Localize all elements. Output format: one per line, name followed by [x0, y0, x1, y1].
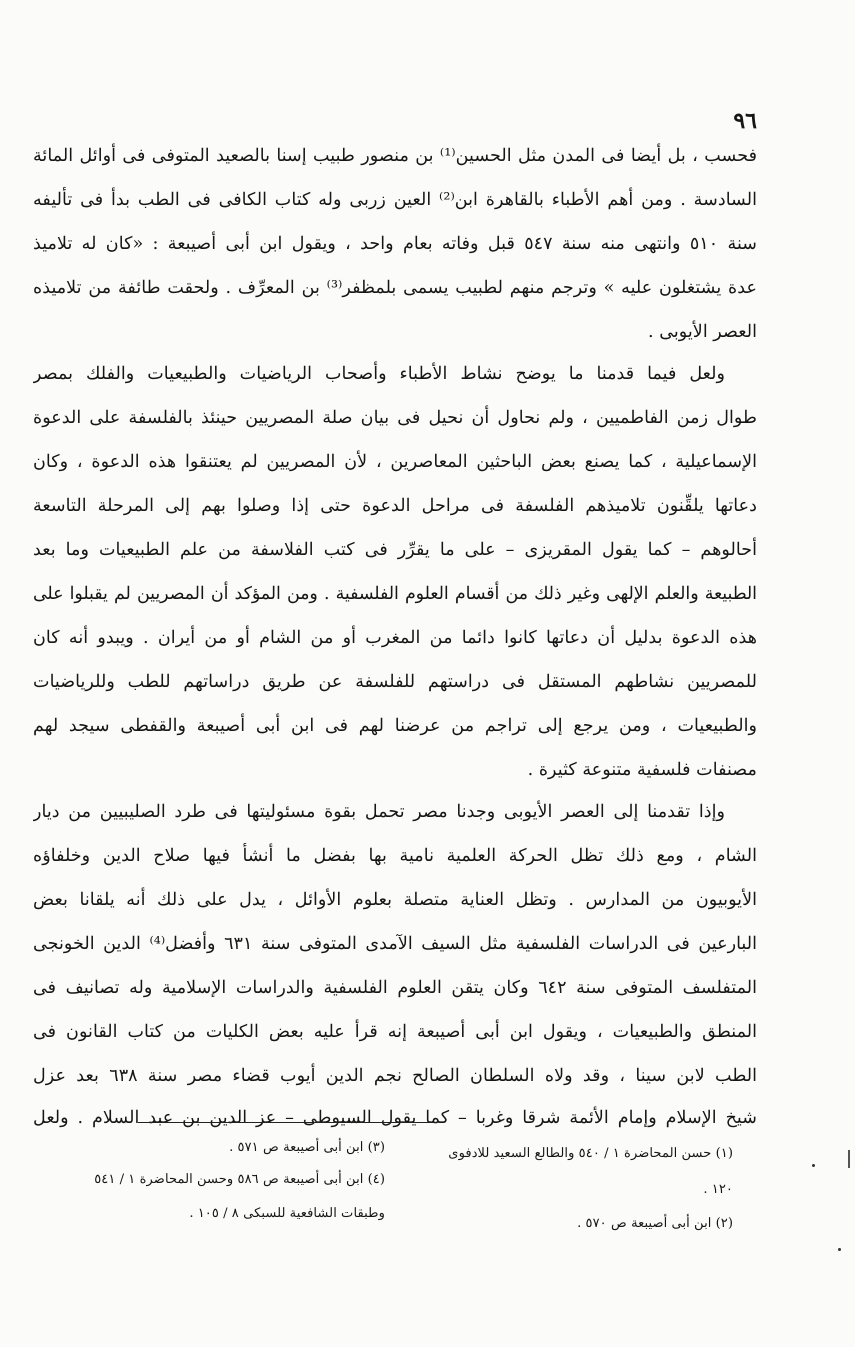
scan-speck	[812, 1164, 815, 1167]
scan-speck	[838, 1248, 841, 1251]
footnote-3: (٣) ابن أبى أصيبعة ص ٥٧١ .	[229, 1140, 385, 1155]
footnote-1: (١) حسن المحاضرة ١ / ٥٤٠ والطالع السعيد للادفوى	[448, 1146, 733, 1161]
footnote-1-continued: ١٢٠ .	[703, 1182, 733, 1197]
body-line: سنة ٥١٠ وانتهى منه سنة ٥٤٧ قبل وفاته بعام واحد ، ويقول ابن أبى أصيبعة : «كان له تلاميذ	[33, 234, 757, 254]
body-line: البارعين فى الدراسات الفلسفية مثل السيف الآمدى المتوفى سنة ٦٣١ وأفضل⁽⁴⁾ الدين الخونجى	[33, 934, 757, 954]
scan-edge-mark	[848, 1150, 850, 1168]
body-line: فحسب ، بل أيضا فى المدن مثل الحسين⁽¹⁾ بن منصور طبيب إسنا بالصعيد المتوفى فى أوائل المائة	[33, 146, 757, 166]
footnote-4: (٤) ابن أبى أصيبعة ص ٥٨٦ وحسن المحاضرة ١ / ٥٤١	[94, 1172, 385, 1187]
page-number: ٩٦	[733, 108, 757, 134]
footnote-4-continued: وطبقات الشافعية للسبكى ٨ / ١٠٥ .	[189, 1206, 385, 1221]
body-line: السادسة . ومن أهم الأطباء بالقاهرة ابن⁽²⁾ العين زربى وله كتاب الكافى فى الطب بدأ فى تأليفه	[33, 190, 757, 210]
body-line: شيخ الإسلام وإمام الأئمة شرقا وغربا – كما يقول السيوطى – عز الدين بن عبد السلام . ولعل	[33, 1108, 757, 1128]
body-line: عدة يشتغلون عليه » وترجم منهم لطبيب يسمى بلمظفر⁽³⁾ بن المعرِّف . ولحقت طائفة من تلاميذه	[33, 278, 757, 298]
body-line: الطب لابن سينا ، وقد ولاه السلطان الصالح نجم الدين أيوب قضاء مصر سنة ٦٣٨ بعد عزل	[33, 1066, 757, 1086]
body-line: أحالوهم – كما يقول المقريزى – على ما يقرِّر فى كتب الفلاسفة من علم الطبيعيات وما بعد	[33, 540, 757, 560]
body-line: ولعل فيما قدمنا ما يوضح نشاط الأطباء وأصحاب الرياضيات والطبيعيات والفلك بمصر	[33, 364, 725, 384]
body-line: الأيوبيون من المدارس . وتظل العناية متصلة بعلوم الأوائل ، يدل على ذلك أنه يلقانا بعض	[33, 890, 757, 910]
body-line: الطبيعة والعلم الإلهى وغير ذلك من أقسام العلوم الفلسفية . ومن المؤكد أن المصريين لم يقبلوا على	[33, 584, 757, 604]
footnote-2: (٢) ابن أبى أصيبعة ص ٥٧٠ .	[577, 1216, 733, 1231]
body-line: وإذا تقدمنا إلى العصر الأيوبى وجدنا مصر تحمل بقوة مسئوليتها فى طرد الصليبيين من ديار	[33, 802, 725, 822]
body-line: طوال زمن الفاطميين ، ولم نحاول أن نحيل فى بيان صلة المصريين حينئذ بالفلسفة على الدعوة	[33, 408, 757, 428]
body-line: مصنفات فلسفية متنوعة كثيرة .	[527, 760, 757, 780]
footnote-separator	[138, 1122, 436, 1123]
body-line: العصر الأيوبى .	[648, 322, 757, 342]
body-line: للمصريين نشاطهم المستقل فى دراستهم للفلسفة عن طريق دراساتهم للطب وللرياضيات	[33, 672, 757, 692]
body-line: الشام ، ومع ذلك تظل الحركة العلمية نامية بها بفضل ما أنشأ فيها صلاح الدين وخلفاؤه	[33, 846, 757, 866]
body-line: والطبيعيات ، ومن يرجع إلى تراجم من عرضنا لهم فى ابن أبى أصيبعة والقفطى سيجد لهم	[33, 716, 757, 736]
body-line: هذه الدعوة بدليل أن دعاتها كانوا دائما من المغرب أو من الشام أو من أيران . ويبدو أنه كان	[33, 628, 757, 648]
body-line: دعاتها يلقِّنون تلاميذهم الفلسفة فى مراحل الدعوة حتى إذا وصلوا بهم إلى المرحلة التاسعة	[33, 496, 757, 516]
body-line: المنطق والطبيعيات ، ويقول ابن أبى أصيبعة إنه قرأ عليه بعض الكليات من كتاب القانون فى	[33, 1022, 757, 1042]
body-line: الإسماعيلية ، كما يصنع بعض الباحثين المعاصرين ، لأن المصريين لم يعتنقوا هذه الدعوة ، وكان	[33, 452, 757, 472]
body-line: المتفلسف المتوفى سنة ٦٤٢ وكان يتقن العلوم الفلسفية والدراسات الإسلامية وله تصانيف فى	[33, 978, 757, 998]
